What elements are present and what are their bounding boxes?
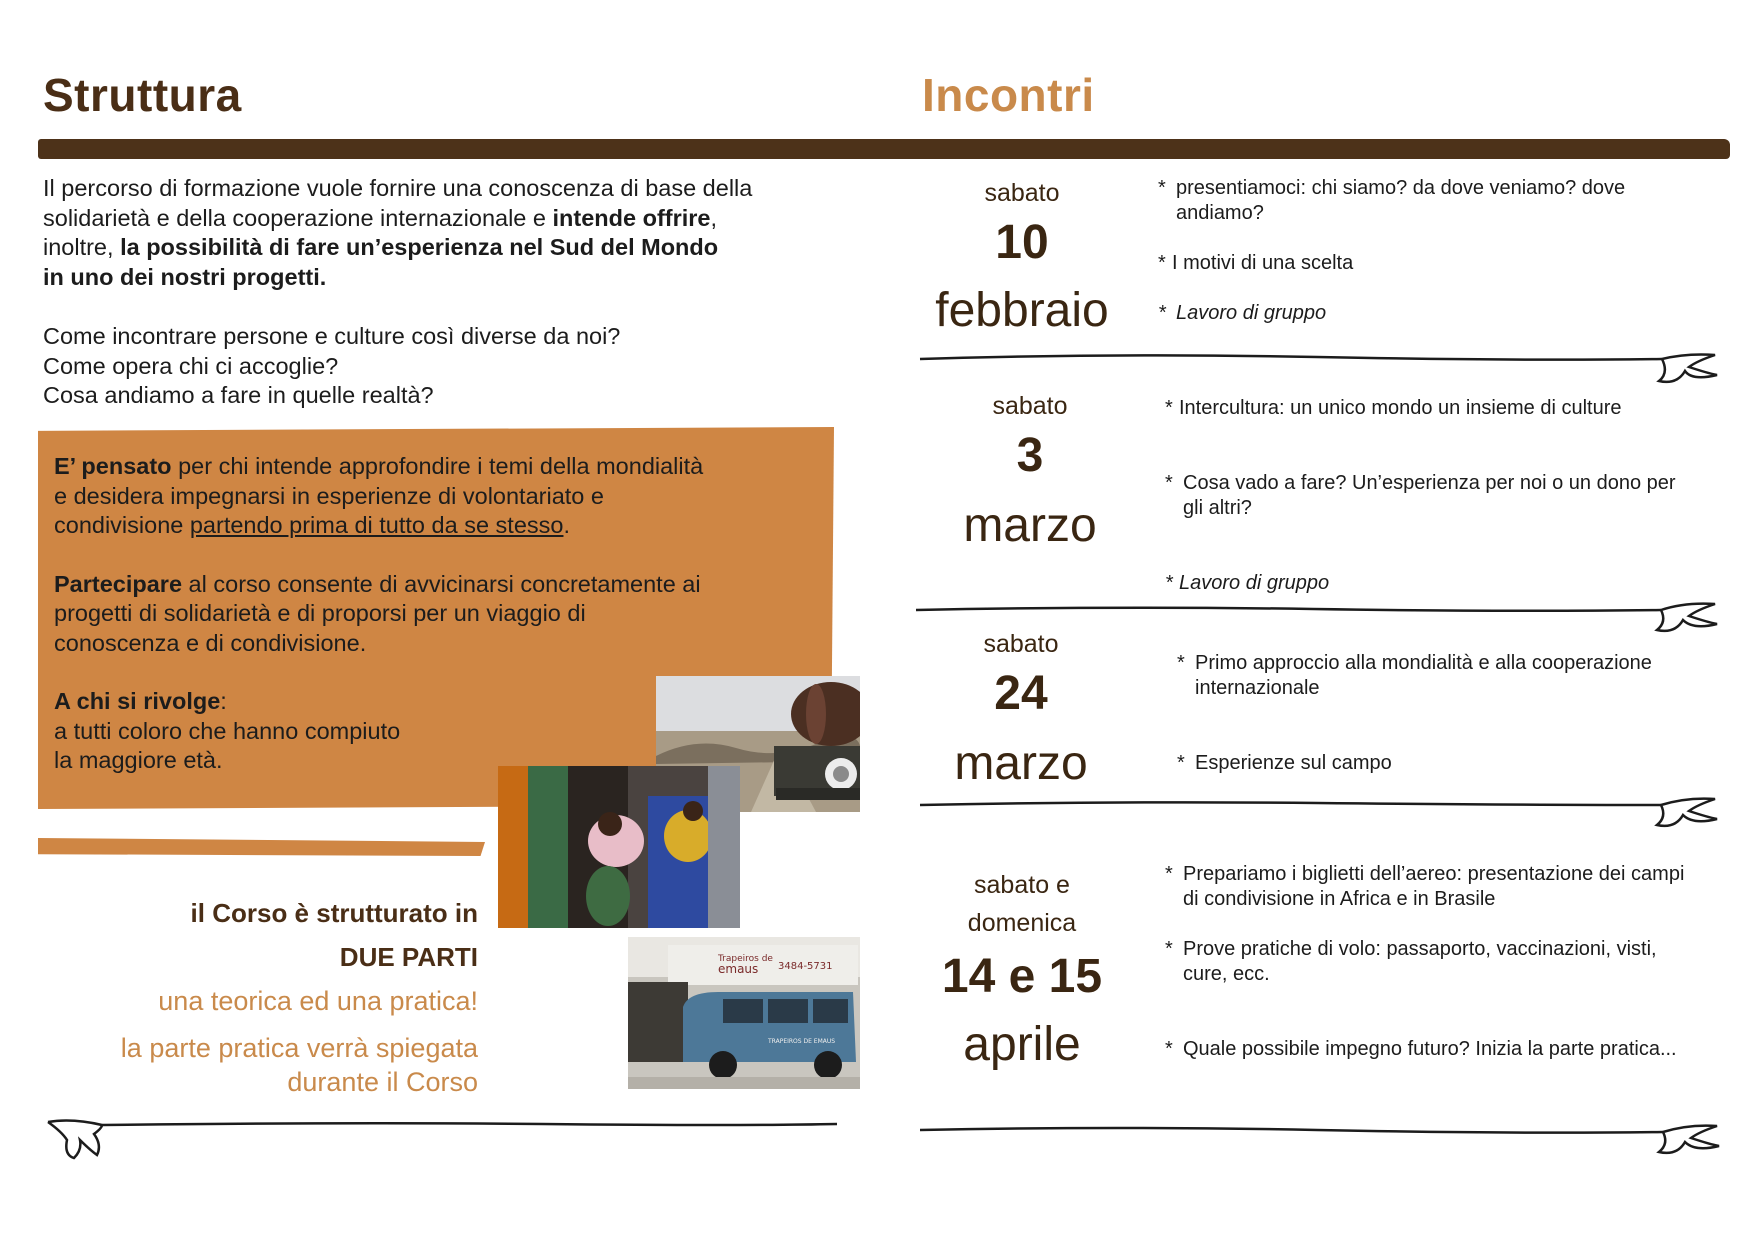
right-title: Incontri: [922, 69, 1095, 121]
meeting-day-number: 3: [1016, 429, 1044, 482]
topic-text-line: presentiamoci: chi siamo? da dove veniamo? dove: [1176, 177, 1626, 199]
meeting-day-number: 10: [995, 216, 1049, 269]
bullet-star: *: [1177, 652, 1185, 674]
corso-line-3: una teorica ed una pratica!: [158, 986, 478, 1016]
intro-bold-offer: intende offrire: [552, 204, 711, 231]
box-text: al corso consente di avvicinarsi concretamente ai: [182, 570, 701, 597]
topic-text-line: internazionale: [1195, 677, 1320, 699]
topic-text: Intercultura: un unico mondo un insieme di culture: [1179, 397, 1622, 419]
box-text: :: [220, 688, 227, 714]
topic-text: [1195, 651, 1652, 701]
box-text: .: [563, 512, 570, 538]
meeting-day-label: sabato: [983, 630, 1059, 658]
meeting-day-label: sabato e: [974, 871, 1070, 899]
meeting-day-label-2: domenica: [967, 909, 1077, 937]
box-text: a tutti coloro che hanno compiuto: [54, 717, 401, 744]
box-text: condivisione: [54, 512, 190, 538]
box-bold-a-chi: A chi si rivolge: [54, 688, 221, 714]
meeting-day-label: sabato: [992, 392, 1068, 420]
bullet-star: *: [1165, 472, 1173, 494]
bullet-star: *: [1158, 177, 1166, 199]
bullet-star: *: [1165, 1038, 1173, 1060]
meeting-date-1: [912, 178, 1132, 344]
topic-text-line: Prepariamo i biglietti dell’aereo: presentazione dei campi: [1183, 863, 1685, 885]
topic-text-line: Cosa vado a fare? Un’esperienza per noi o un dono per: [1183, 472, 1676, 494]
question-item: Come incontrare persone e culture così diverse da noi?: [43, 323, 621, 349]
meeting-month: febbraio: [935, 284, 1109, 337]
box-underlined-text: partendo prima di tutto da se stesso: [189, 512, 564, 538]
box-bold-pensato: E’ pensato: [54, 453, 172, 479]
meeting-day-label: sabato: [984, 179, 1060, 207]
topic-text-line: cure, ecc.: [1183, 963, 1270, 985]
meeting-date-2: [920, 391, 1140, 559]
topic-text-line: Primo approccio alla mondialità e alla cooperazione: [1195, 652, 1652, 674]
intro-line-2: solidarietà e della cooperazione internazionale e: [43, 204, 553, 231]
meeting-date-4: [912, 866, 1132, 1078]
question-item: Cosa andiamo a fare in quelle realtà?: [43, 382, 434, 408]
topic-text: Esperienze sul campo: [1195, 752, 1392, 774]
questions-list: [43, 322, 620, 411]
intro-bold-possibility: la possibilità di fare un’esperienza nel Sud del Mondo: [120, 234, 719, 260]
topic-text-line: di condivisione in Africa e in Brasile: [1183, 888, 1496, 910]
box-bold-partecipare: Partecipare: [54, 570, 183, 597]
photo-emaus-van: [628, 937, 860, 1089]
intro-line-3: inoltre,: [43, 234, 121, 260]
bullet-star: *: [1158, 302, 1166, 324]
topic-text: [1183, 471, 1676, 521]
bullet-star: *: [1165, 938, 1173, 960]
van-text: TRAPEIROS DE EMAUS: [768, 1038, 836, 1045]
corso-line-4b: durante il Corso: [287, 1067, 478, 1097]
intro-bold-projects: in uno dei nostri progetti.: [43, 263, 327, 290]
photo-women-baby: [498, 766, 740, 928]
bullet-star: *: [1165, 863, 1173, 885]
topic-text: Quale possibile impegno futuro? Inizia la parte pratica...: [1183, 1038, 1677, 1060]
meeting-month: aprile: [963, 1018, 1081, 1071]
bullet-star: *: [1165, 397, 1173, 419]
question-item: Come opera chi ci accoglie?: [43, 352, 339, 379]
left-title: Struttura: [43, 69, 242, 121]
decorative-bar: [38, 838, 485, 856]
intro-line-1: Il percorso di formazione vuole fornire una conoscenza di base della: [43, 175, 753, 201]
bullet-star: *: [1158, 252, 1166, 274]
box-text: progetti di solidarietà e di proporsi per un viaggio di: [54, 600, 586, 626]
corso-line-1: il Corso è strutturato in: [190, 898, 478, 928]
bullet-star: *: [1177, 752, 1185, 774]
topic-text: [1183, 862, 1684, 912]
meeting-month: marzo: [963, 499, 1097, 552]
box-text: la maggiore età.: [54, 747, 223, 773]
sign-phone: 3484-5731: [778, 961, 833, 972]
box-text: conoscenza e di condivisione.: [54, 629, 367, 656]
topic-text-line: gli altri?: [1183, 497, 1252, 519]
divider-squiggle-left: [42, 1110, 842, 1170]
box-text: per chi intende approfondire i temi della mondialità: [171, 453, 704, 479]
topic-text: I motivi di una scelta: [1172, 252, 1354, 274]
topic-text: [1176, 176, 1625, 226]
sign-text: emaus: [718, 962, 759, 976]
meeting-month: marzo: [954, 737, 1088, 790]
topic-text-line: Prove pratiche di volo: passaporto, vaccinazioni, visti,: [1183, 938, 1657, 960]
meeting-date-3: [911, 629, 1131, 797]
meeting-day-number: 24: [994, 667, 1048, 720]
box-text: e desidera impegnarsi in esperienze di volontariato e: [54, 482, 604, 509]
intro-paragraph: [43, 174, 843, 292]
corso-line-4a: la parte pratica verrà spiegata: [120, 1033, 478, 1063]
bullet-star: *: [1165, 572, 1173, 594]
corso-line-2: DUE PARTI: [339, 942, 478, 972]
meeting-day-number: 14 e 15: [941, 950, 1103, 1003]
topic-text: [1183, 937, 1657, 987]
divider-squiggle-1: [917, 345, 1722, 390]
intro-comma: ,: [710, 204, 718, 231]
topic-text: Lavoro di gruppo: [1179, 572, 1330, 594]
topic-text: Lavoro di gruppo: [1176, 302, 1327, 324]
corso-line-4: [121, 1031, 478, 1099]
sign-text: Trapeiros de: [718, 954, 773, 964]
header-bar: [38, 139, 1730, 159]
topic-text-line: andiamo?: [1176, 202, 1264, 224]
divider-squiggle-4: [917, 1120, 1722, 1165]
divider-squiggle-3: [917, 791, 1722, 836]
